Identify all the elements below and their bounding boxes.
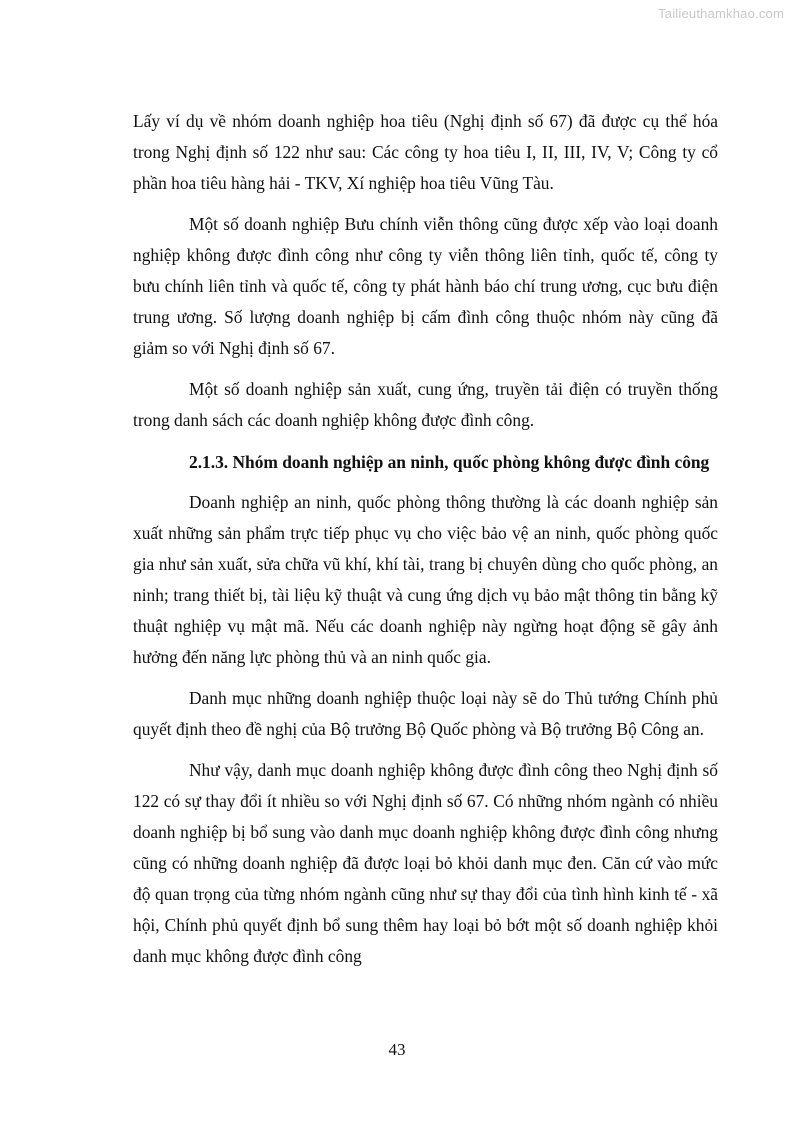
paragraph-an-ninh-quoc-phong: Doanh nghiệp an ninh, quốc phòng thông thường là các doanh nghiệp sản xuất những sản phẩm trực tiếp phục vụ cho việc bảo vệ an ninh, quốc phòng quốc gia như sản xuất, sửa chữa vũ khí, khí tài, trang bị chuyên dùng cho quốc phòng, an ninh; trang thiết bị, tài liệu kỹ thuật và cung ứng dịch vụ bảo mật thông tin bằng kỹ thuật nghiệp vụ mật mã. Nếu các doanh nghiệp này ngừng hoạt động sẽ gây ảnh hưởng đến năng lực phòng thủ và an ninh quốc gia. bbox=[133, 492, 718, 667]
paragraph-danh-muc: Danh mục những doanh nghiệp thuộc loại này sẽ do Thủ tướng Chính phủ quyết định theo đề nghị của Bộ trưởng Bộ Quốc phòng và Bộ trưởng Bộ Công an. bbox=[133, 688, 718, 739]
page-number: 43 bbox=[388, 1040, 406, 1059]
section-heading: 2.1.3. Nhóm doanh nghiệp an ninh, quốc phòng không được đình công bbox=[189, 452, 710, 472]
paragraph-hoa-tieu: Lấy ví dụ về nhóm doanh nghiệp hoa tiêu (Nghị định số 67) đã được cụ thể hóa trong Nghị định số 122 như sau: Các công ty hoa tiêu I, II, III, IV, V; Công ty cổ phần hoa tiêu hàng hải - TKV, Xí nghiệp hoa tiêu Vũng Tàu. bbox=[133, 111, 718, 193]
paragraph-nhu-vay: Như vậy, danh mục doanh nghiệp không được đình công theo Nghị định số 122 có sự thay đổi ít nhiều so với Nghị định số 67. Có những nhóm ngành có nhiều doanh nghiệp bị bổ sung vào danh mục doanh nghiệp không được đình công nhưng cũng có những doanh nghiệp đã được loại bỏ khỏi danh mục đen. Căn cứ vào mức độ quan trọng của từng nhóm ngành cũng như sự thay đổi của tình hình kinh tế - xã hội, Chính phủ quyết định bổ sung thêm hay loại bỏ bớt một số doanh nghiệp khỏi danh mục không được đình công bbox=[133, 760, 718, 966]
paragraph-buu-chinh: Một số doanh nghiệp Bưu chính viễn thông cũng được xếp vào loại doanh nghiệp không được đình công như công ty viễn thông liên tỉnh, quốc tế, công ty bưu chính liên tỉnh và quốc tế, công ty phát hành báo chí trung ương, cục bưu điện trung ương. Số lượng doanh nghiệp bị cấm đình công thuộc nhóm này cũng đã giảm so với Nghị định số 67. bbox=[133, 214, 718, 358]
paragraph-dien-luc: Một số doanh nghiệp sản xuất, cung ứng, truyền tải điện có truyền thống trong danh sách các doanh nghiệp không được đình công. bbox=[133, 379, 718, 430]
document-body bbox=[133, 106, 718, 972]
watermark-text: Tailieuthamkhao.com bbox=[658, 6, 784, 21]
